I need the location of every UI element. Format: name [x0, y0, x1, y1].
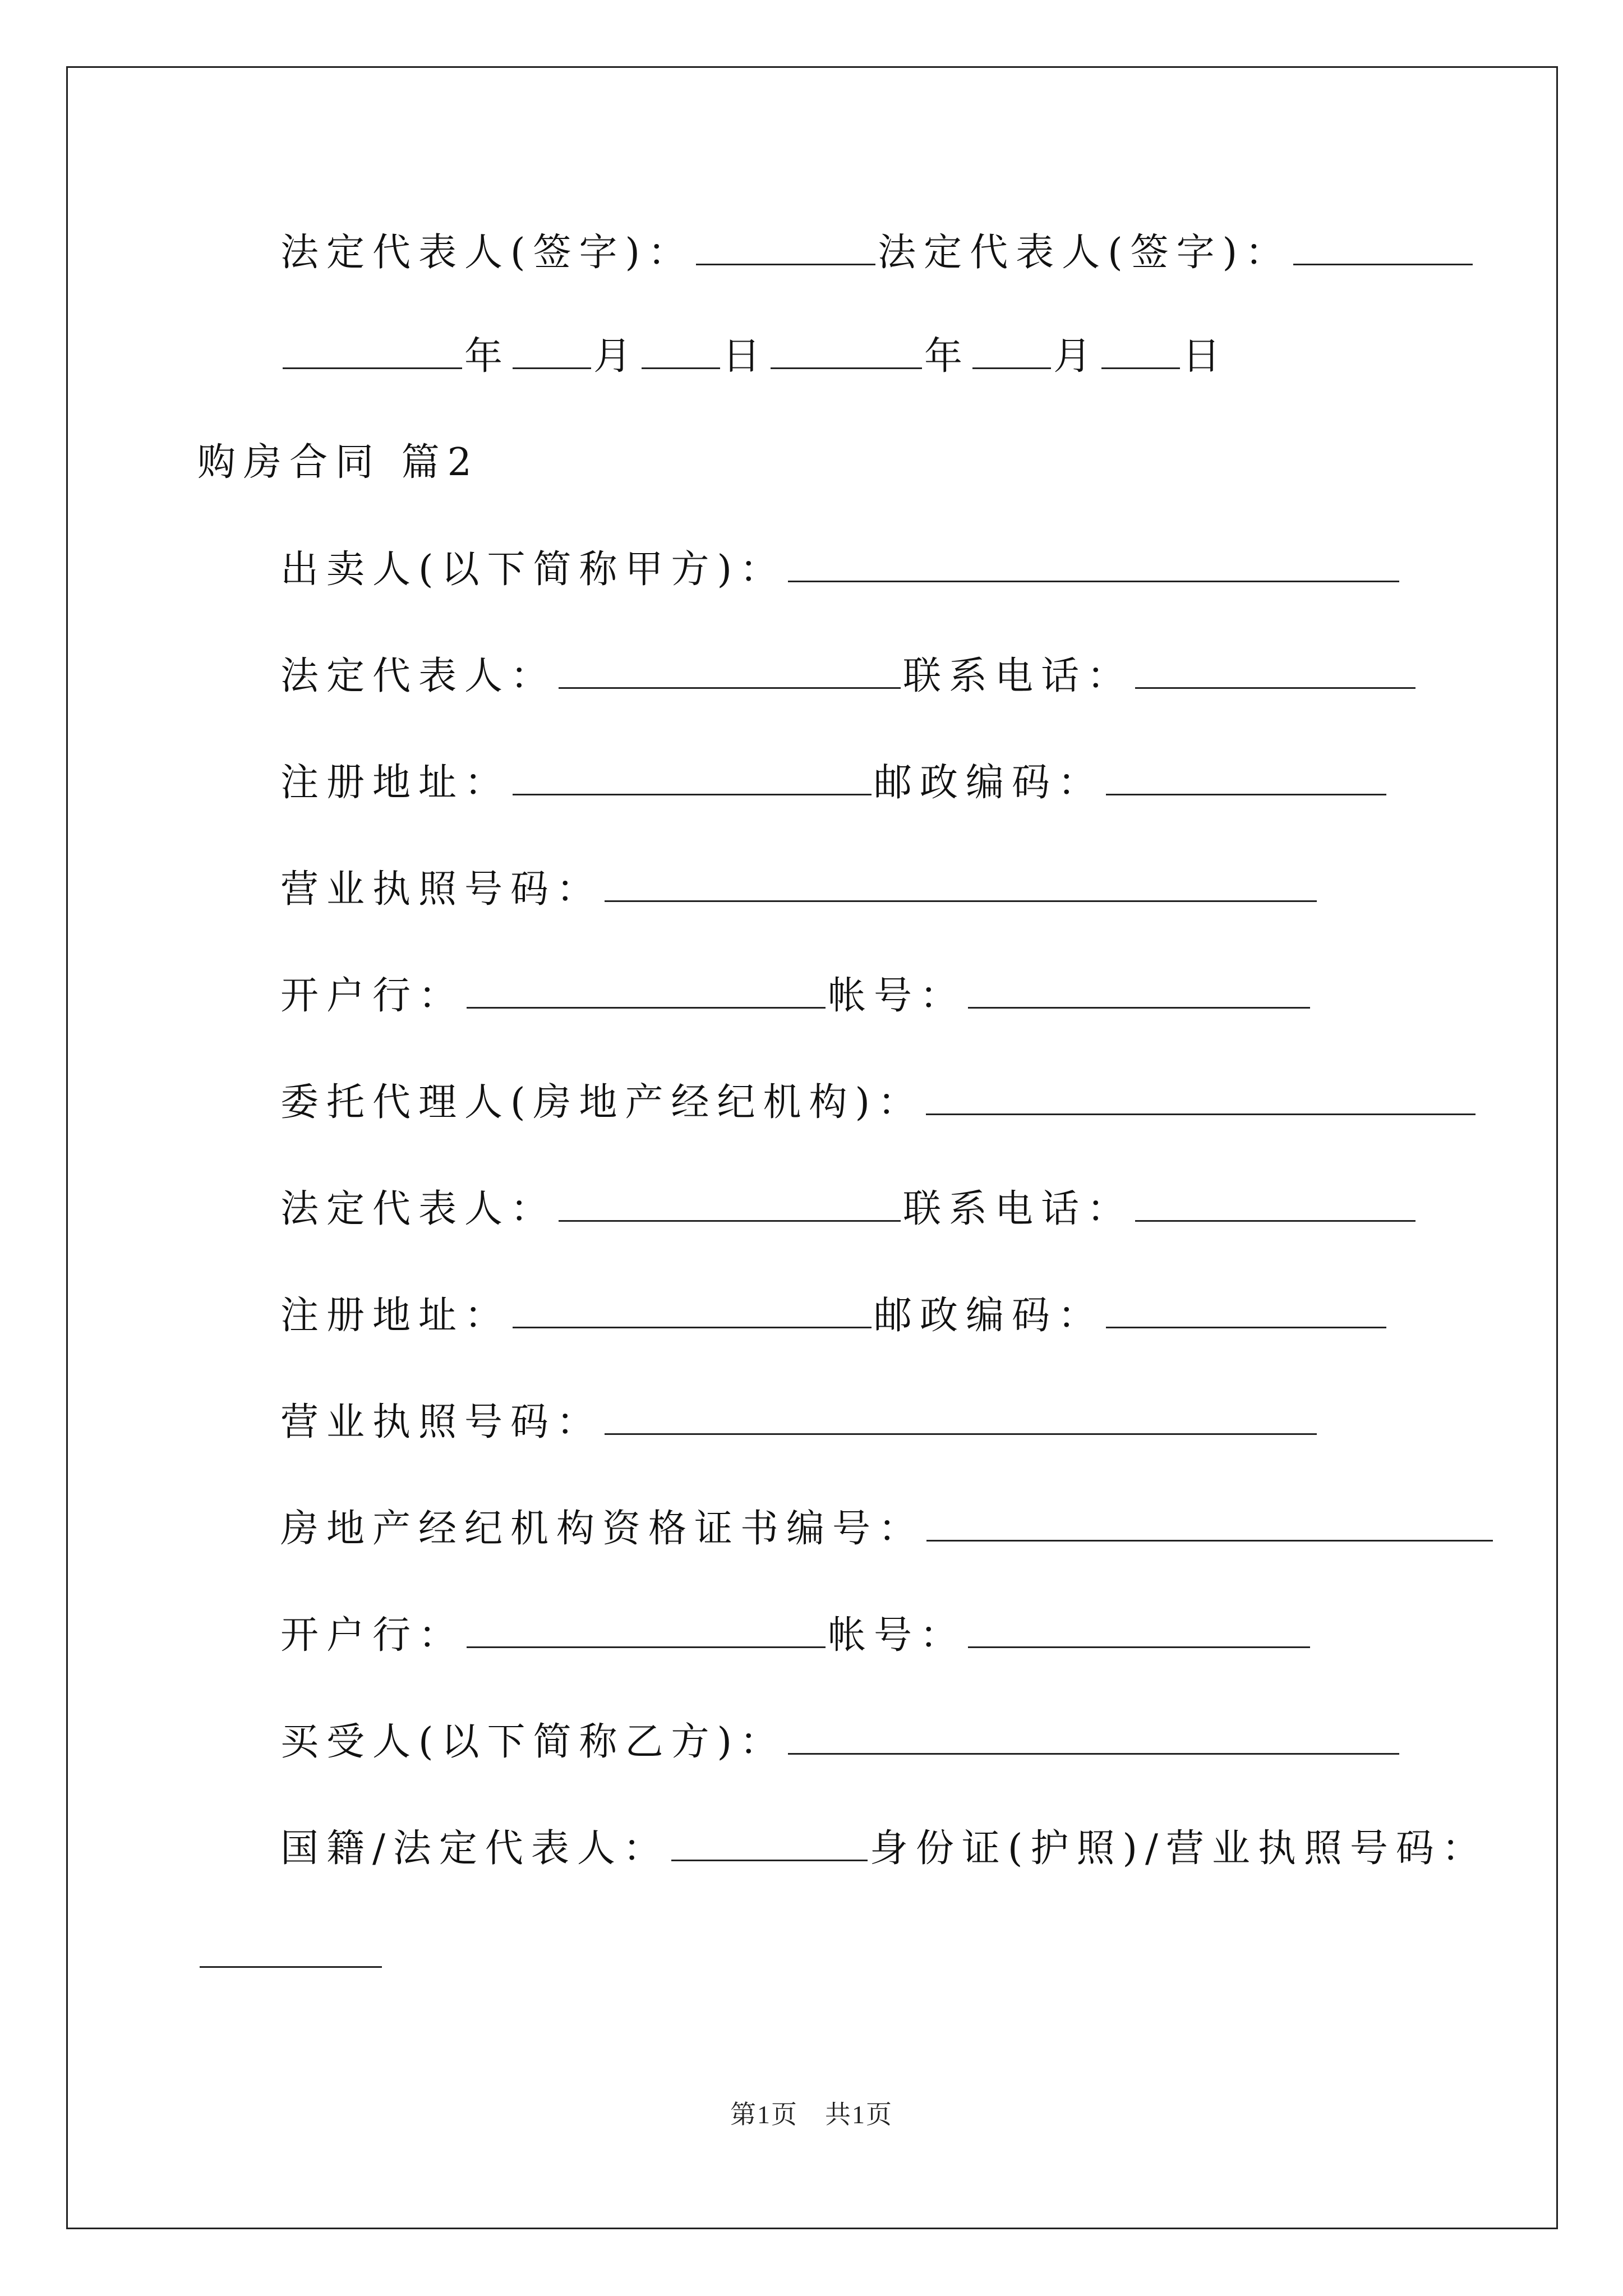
agent-line — [280, 1080, 1478, 1125]
seller-postcode-blank[interactable] — [1106, 760, 1386, 795]
rep-sign-label-1: 法定代表人(签字)： — [280, 231, 694, 275]
day-label-2: 日 — [1182, 334, 1229, 379]
day-label-1: 日 — [722, 334, 769, 379]
buyer-id-continuation — [197, 1932, 384, 1978]
seller-label: 出卖人(以下简称甲方)： — [280, 547, 786, 592]
buyer-id-blank[interactable] — [200, 1932, 382, 1968]
page-border — [66, 66, 1558, 2229]
seller-account-label: 帐号： — [828, 974, 966, 1018]
year-blank-1[interactable] — [283, 334, 462, 369]
year-blank-2[interactable] — [771, 334, 922, 369]
agent-address-blank[interactable] — [513, 1293, 872, 1328]
agent-postcode-blank[interactable] — [1106, 1293, 1386, 1328]
buyer-label: 买受人(以下简称乙方)： — [280, 1720, 786, 1764]
day-blank-1[interactable] — [642, 334, 720, 369]
month-blank-1[interactable] — [513, 334, 591, 369]
agent-phone-label: 联系电话： — [903, 1187, 1133, 1231]
agent-rep-label: 法定代表人： — [280, 1187, 557, 1231]
rep-sign-blank-1[interactable] — [696, 230, 875, 265]
seller-rep-blank[interactable] — [559, 654, 901, 689]
agent-bank-label: 开户行： — [280, 1613, 465, 1658]
seller-line — [280, 547, 1401, 592]
section-title: 购房合同 篇2 — [197, 440, 479, 485]
agent-address-label: 注册地址： — [280, 1294, 511, 1338]
seller-address-line — [280, 760, 1389, 806]
agent-license-line — [280, 1400, 1319, 1445]
seller-bank-blank[interactable] — [467, 973, 826, 1009]
seller-license-line — [280, 867, 1319, 912]
month-blank-2[interactable] — [972, 334, 1051, 369]
agent-address-line — [280, 1293, 1389, 1338]
agent-account-label: 帐号： — [828, 1613, 966, 1658]
buyer-nationality-label: 国籍/法定代表人： — [280, 1826, 669, 1871]
seller-phone-blank[interactable] — [1135, 654, 1415, 689]
page-number: 第1页 共1页 — [730, 2100, 893, 2129]
rep-sign-blank-2[interactable] — [1293, 230, 1473, 265]
buyer-id-label: 身份证(护照)/营业执照号码： — [869, 1826, 1488, 1871]
agent-license-label: 营业执照号码： — [280, 1400, 603, 1444]
rep-sign-label-2: 法定代表人(签字)： — [878, 231, 1292, 275]
seller-bank-label: 开户行： — [280, 974, 465, 1018]
buyer-blank[interactable] — [788, 1719, 1399, 1755]
agent-cert-line — [280, 1506, 1495, 1552]
agent-bank-line — [280, 1613, 1312, 1658]
seller-address-blank[interactable] — [513, 760, 872, 795]
buyer-nationality-blank[interactable] — [671, 1826, 868, 1861]
agent-postcode-label: 邮政编码： — [874, 1294, 1104, 1338]
agent-phone-blank[interactable] — [1135, 1186, 1415, 1222]
agent-cert-blank[interactable] — [926, 1506, 1493, 1542]
seller-bank-line — [280, 973, 1312, 1019]
seller-license-blank[interactable] — [605, 867, 1317, 902]
seller-phone-label: 联系电话： — [903, 654, 1133, 698]
day-blank-2[interactable] — [1101, 334, 1180, 369]
agent-label: 委托代理人(房地产经纪机构)： — [280, 1080, 924, 1125]
month-label-2: 月 — [1053, 334, 1100, 379]
buyer-line — [280, 1719, 1401, 1765]
agent-blank[interactable] — [926, 1080, 1476, 1115]
agent-rep-line — [280, 1186, 1418, 1232]
signature-line — [280, 230, 1475, 275]
agent-license-blank[interactable] — [605, 1400, 1317, 1435]
agent-cert-label: 房地产经纪机构资格证书编号： — [280, 1507, 925, 1551]
seller-postcode-label: 邮政编码： — [874, 761, 1104, 805]
month-label-1: 月 — [593, 334, 640, 379]
agent-rep-blank[interactable] — [559, 1186, 901, 1222]
seller-address-label: 注册地址： — [280, 761, 511, 805]
buyer-id-line — [280, 1826, 1488, 1871]
date-line — [280, 334, 1228, 379]
seller-rep-line — [280, 654, 1418, 699]
seller-rep-label: 法定代表人： — [280, 654, 557, 698]
agent-account-blank[interactable] — [968, 1613, 1310, 1648]
seller-blank[interactable] — [788, 547, 1399, 582]
seller-license-label: 营业执照号码： — [280, 867, 603, 912]
year-label-2: 年 — [924, 334, 971, 379]
seller-account-blank[interactable] — [968, 973, 1310, 1009]
year-label-1: 年 — [464, 334, 511, 379]
agent-bank-blank[interactable] — [467, 1613, 826, 1648]
